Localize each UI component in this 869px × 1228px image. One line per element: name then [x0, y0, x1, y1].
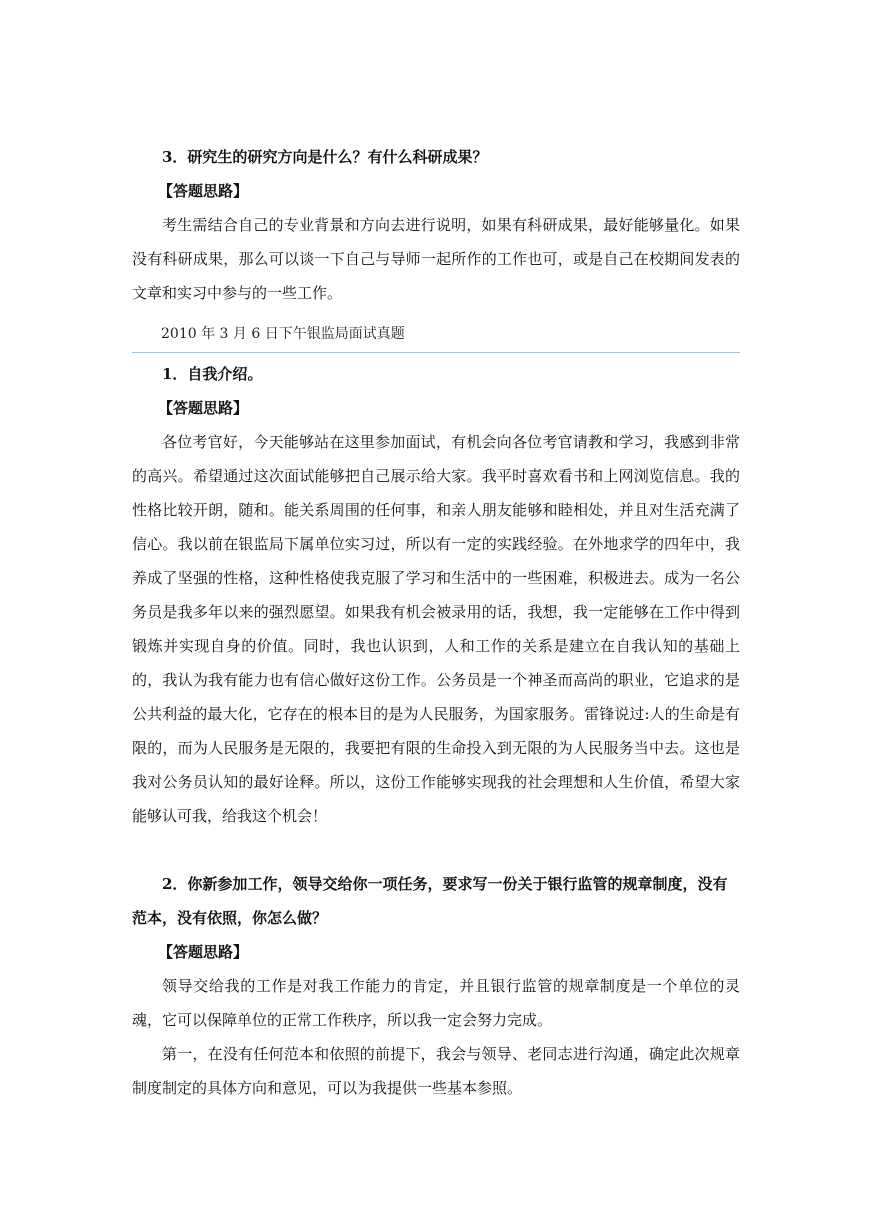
question-1-answer: 各位考官好，今天能够站在这里参加面试，有机会向各位考官请教和学习，我感到非常的高兴。希望通过这次面试能够把自己展示给大家。我平时喜欢看书和上网浏览信息。我的性格比较开朗，随和。能关系周围的任何事，和亲人朋友能够和睦相处，并且对生活充满了信心。我以前在银监局下属单位实习过，所以有一定的实践经验。在外地求学的四年中，我养成了坚强的性格，这种性格使我克服了学习和生活中的一些困难，积极进去。成为一名公务员是我多年以来的强烈愿望。如果我有机会被录用的话，我想，我一定能够在工作中得到锻炼并实现自身的价值。同时，我也认识到，人和工作的关系是建立在自我认知的基础上的，我认为我有能力也有信心做好这份工作。公务员是一个神圣而高尚的职业，它追求的是公共利益的最大化，它存在的根本目的是为人民服务，为国家服务。雷锋说过:人的生命是有限的，而为人民服务是无限的，我要把有限的生命投入到无限的为人民服务当中去。这也是我对公务员认知的最好诠释。所以，这份工作能够实现我的社会理想和人生价值，希望大家能够认可我，给我这个机会！ — [132, 433, 740, 825]
question-2-title: 2．你新参加工作，领导交给你一项任务，要求写一份关于银行监管的规章制度，没有范本，没有依照，你怎么做？ — [132, 875, 728, 927]
question-3-answer-label: 【答题思路】 — [158, 182, 249, 200]
question-2-answer-label: 【答题思路】 — [158, 943, 249, 961]
document-content — [132, 140, 740, 1105]
section-body — [132, 357, 740, 1105]
question-1-title: 1．自我介绍。 — [162, 365, 263, 383]
question-1-answer-label: 【答题思路】 — [158, 399, 249, 417]
section-heading-block — [132, 320, 740, 353]
question-2-answer-paragraph-2: 第一，在没有任何范本和依照的前提下，我会与领导、老同志进行沟通，确定此次规章制度制定的具体方向和意见，可以为我提供一些基本参照。 — [132, 1045, 740, 1097]
question-3-title: 3．研究生的研究方向是什么？有什么科研成果？ — [162, 148, 488, 166]
question-2-answer-paragraph-1: 领导交给我的工作是对我工作能力的肯定，并且银行监管的规章制度是一个单位的灵魂，它可以保障单位的正常工作秩序，所以我一定会努力完成。 — [132, 977, 740, 1029]
question-3-answer: 考生需结合自己的专业背景和方向去进行说明，如果有科研成果，最好能够量化。如果没有科研成果，那么可以谈一下自己与导师一起所作的工作也可，或是自己在校期间发表的文章和实习中参与的一些工作。 — [132, 216, 740, 302]
section-title: 2010 年 3 月 6 日下午银监局面试真题 — [161, 326, 405, 342]
paragraph-gap — [132, 833, 740, 867]
